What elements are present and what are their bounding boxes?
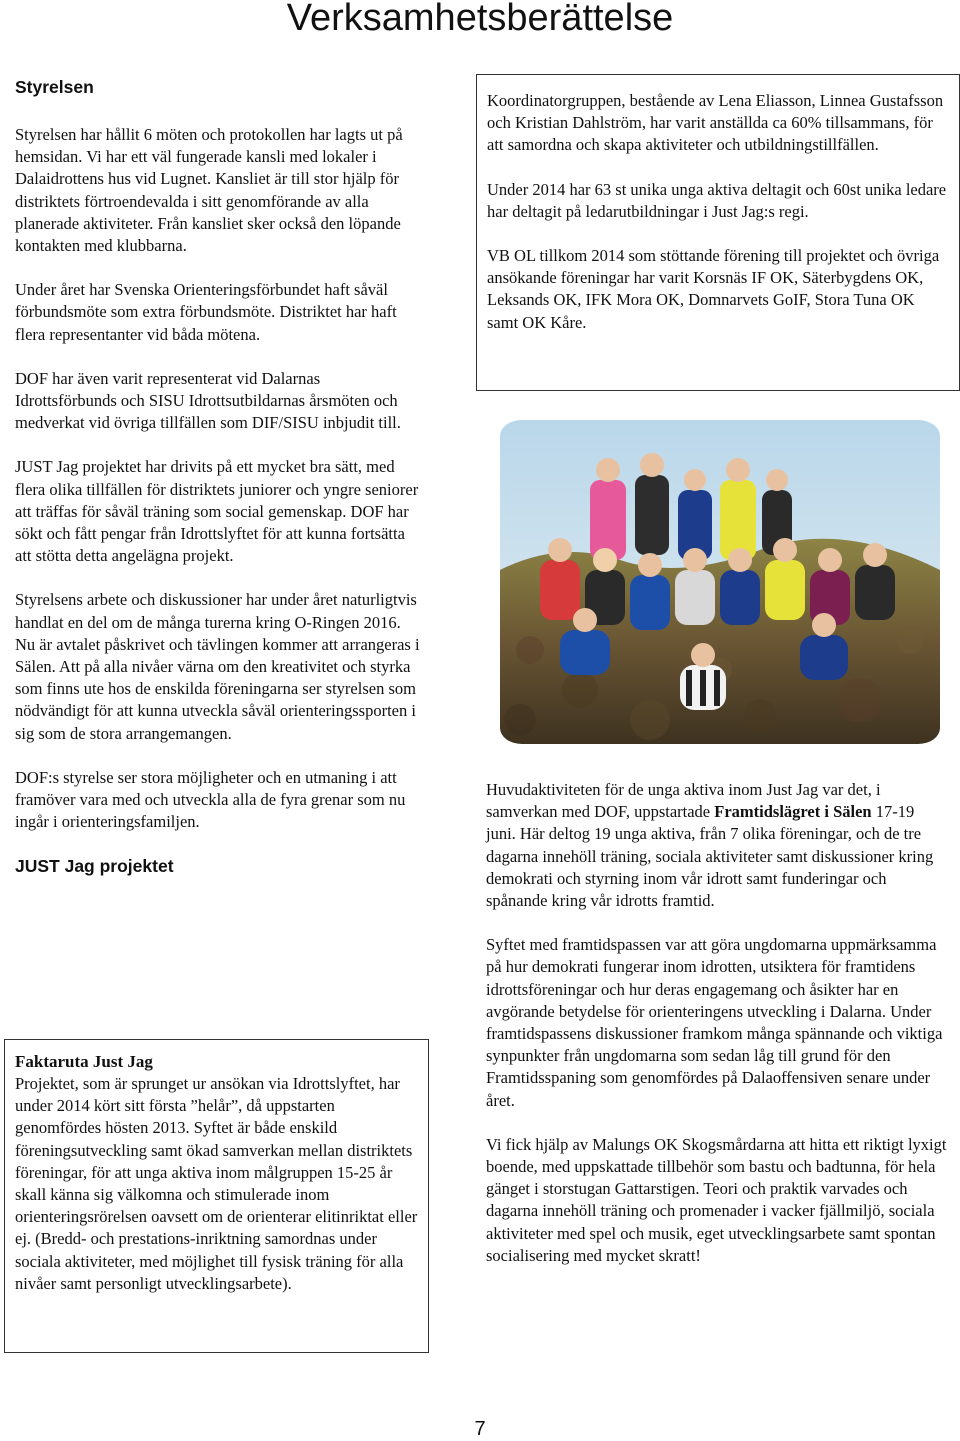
paragraph-dof-possibilities: DOF:s styrelse ser stora möjligheter och en utmaning i att framöver vara med och utveckla alla de fyra grenar som nu ingår i orienteringsfamiljen. [15,767,406,832]
framtidslagret-bold: Framtidslägret i Sälen [714,802,872,822]
coordinator-paragraph: Koordinatorgruppen, bestående av Lena Eliasson, Linnea Gustafsson och Kristian Dahlström, har varit anställda ca 60% tillsammans, för att samordna och skapa aktiviteter och utbildningstillfällen. [487,91,944,155]
group-photo [500,420,940,744]
right-column [486,779,948,1267]
participants-paragraph: Under 2014 har 63 st unika unga aktiva deltagit och 60st unika ledare har deltagit på ledarutbildningar i Just Jag:s regi. [487,179,947,221]
group-photo-illustration [500,420,940,744]
fact-box-just-jag [4,1039,429,1353]
page-number: 7 [474,1418,486,1440]
paragraph-just-jag-driven: JUST Jag projektet har drivits på ett mycket bra sätt, med flera olika tillfällen för distriktets juniorer och yngre seniorer att träffas för såväl träning som social gemenskap. DOF har sökt och fått pengar från Idrottslyftet för att kunna fortsätta att stötta detta angelägna projekt. [15,457,419,566]
page-title: Verksamhetsberättelse [286,0,674,39]
paragraph-styrelsen-meetings: Styrelsen har hållit 6 möten och protokollen har lagts ut på hemsidan. Vi har ett väl fungerade kansli med lokaler i Dalaidrottens hus vid Lugnet. Kansliet är till stor hjälp för distriktets förtroendevalda i sitt genomförande av alla planerade aktiviteter. Från kansliet sker också den löpande kontakten med klubbarna. [15,125,403,256]
supporting-clubs-paragraph: VB OL tillkom 2014 som stöttande förening till projektet och övriga ansökande föreningar har varit Korsnäs IF OK, Säterbygdens OK, Leksands OK, IFK Mora OK, Domnarvets GoIF, Stora Tuna OK samt OK Kåre. [487,246,940,332]
paragraph-malungs-ok: Vi fick hjälp av Malungs OK Skogsmårdarna att hitta ett riktigt lyxigt boende, med uppskattade tillbehör som bastu och badtunna, för hela gänget i storstugan Gattarstigen. Teori och praktik varvades och dagarna innehöll träning och promenader i vacker fjällmiljö, sociala aktiviteter med spel och musik, eget utvecklingsarbete samt spontan socialisering med mycket skratt! [486,1134,947,1265]
coordinator-box [476,74,960,391]
left-column [15,76,425,877]
paragraph-dif-sisu: DOF har även varit representerat vid Dalarnas Idrottsförbunds och SISU Idrottsutbildarnas årsmöten och medverkat vid övriga tillfällen som DIF/SISU inbjudit till. [15,368,401,433]
heading-just-jag-projektet: JUST Jag projektet [15,856,174,877]
fact-box-body: Projektet, som är sprunget ur ansökan via Idrottslyftet, har under 2014 kört sitt första ”helår”, då uppstarten genomfördes hösten 2013. Syftet är både enskild föreningsutveckling samt ökad samverkan mellan distriktets föreningar, för att unga aktiva inom målgruppen 15-25 år skall känna sig välkomna och stimulerade inom orienteringsrörelsen oavsett om de orienterar elitinriktat eller ej. (Bredd- och prestations-inriktning samordnas under sociala aktiviteter, med möjlighet till fysisk träning för alla nivåer samt personligt utvecklingsarbete). [15,1074,418,1293]
fact-box-title: Faktaruta Just Jag [15,1052,153,1071]
heading-styrelsen: Styrelsen [15,77,94,97]
paragraph-framtidslagret: Huvudaktiviteten för de unga aktiva inom Just Jag var det, i samverkan med DOF, uppstartade Framtidslägret i Sälen 17-19 juni. Här deltog 19 unga aktiva, från 7 olika föreningar, och de tre dagarna innehöll träning, sociala aktiviteter samt diskussioner kring demokrati och styrning inom vår idrott samt funderingar och spånande kring vår idrotts framtid. [486,780,934,911]
paragraph-o-ringen: Styrelsens arbete och diskussioner har under året naturligtvis handlat en del om de många turerna kring O-Ringen 2016. Nu är avtalet påskrivet och tävlingen kommer att arrangeras i Sälen. Att på alla nivåer värna om den kreativitet och styrka som finns ute hos de enskilda föreningarna ser styrelsen som nödvändigt för att kunna utveckla såväl orienteringssporten i sig som de stora arrangemangen. [15,590,420,743]
paragraph-framtidspassen: Syftet med framtidspassen var att göra ungdomarna uppmärksamma på hur demokrati fungerar inom idrotten, utsiktera för framtidens idrottsföreningar och hur deras engagemang och åsikter har en avgörande betydelse för orienteringens utveckling i Dalarna. Under framtidspassens diskussioner framkom många spännande och viktiga synpunkter från ungdomarna som sedan låg till grund för den Framtidsspaning som genomfördes på Dalaoffensiven senare under året. [486,935,943,1110]
paragraph-forbundsmote: Under året har Svenska Orienteringsförbundet haft såväl förbundsmöte som extra förbundsmöte. Distriktet har haft flera representanter vid båda mötena. [15,280,397,344]
